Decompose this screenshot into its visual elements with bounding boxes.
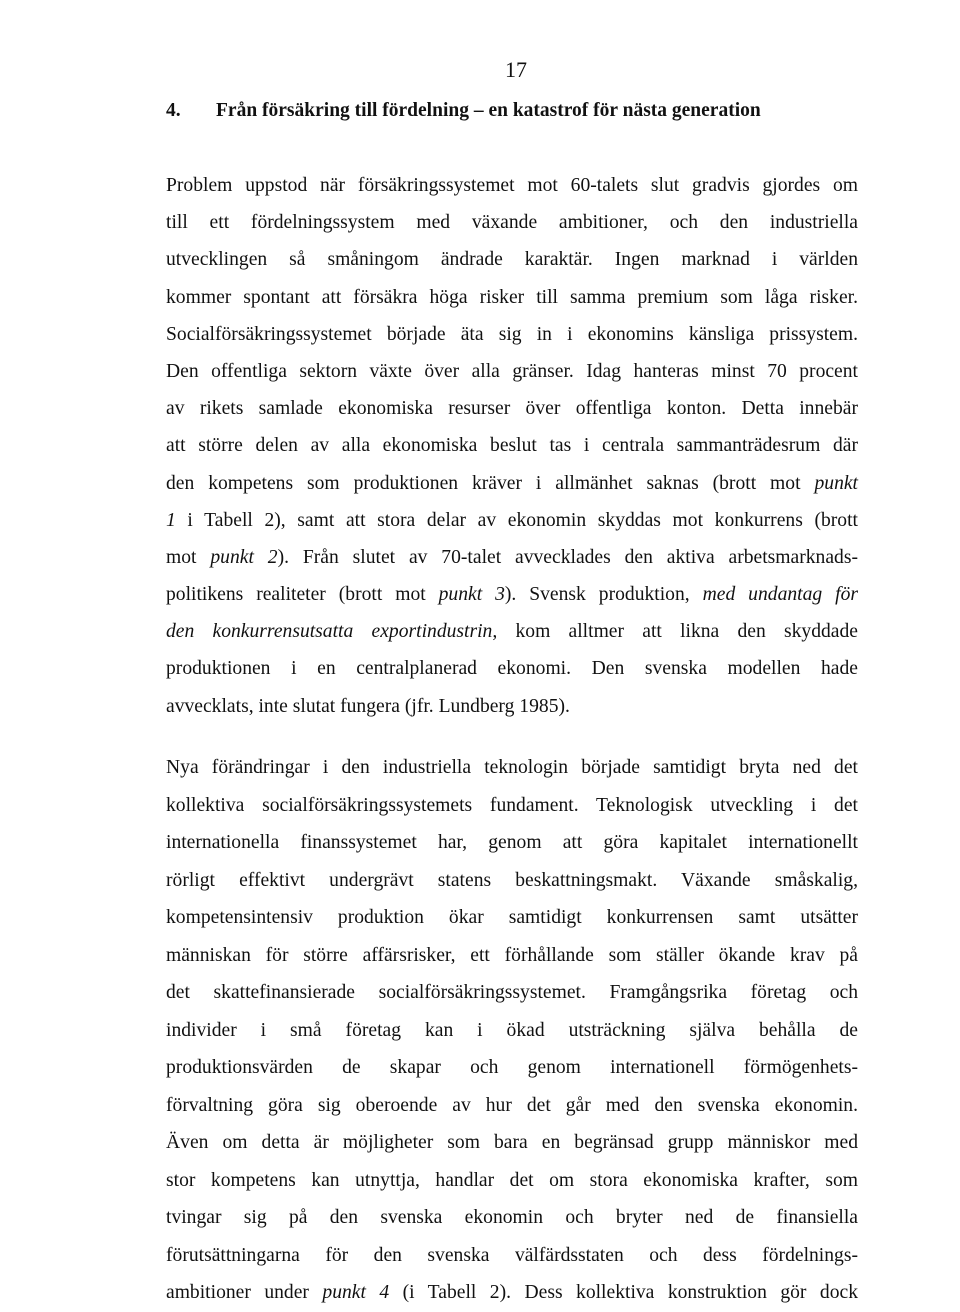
text-line — [166, 862, 858, 900]
text-segment: tvingar sig på den svenska ekonomin och bryter ned de finansiella — [166, 1207, 858, 1228]
text-segment: Även om detta är möjligheter som bara en begränsad grupp människor med — [166, 1132, 858, 1153]
text-line — [166, 204, 858, 241]
italic-text: punkt 3 — [438, 584, 505, 606]
text-line — [166, 899, 858, 937]
paragraph-2 — [166, 749, 858, 1312]
text-line — [166, 576, 858, 613]
text-line — [166, 974, 858, 1012]
text-segment: ). Svensk produktion, — [504, 584, 703, 606]
text-segment: utvecklingen så småningom ändrade karaktär. Ingen marknad i världen — [166, 249, 858, 271]
paragraph-1 — [166, 167, 858, 725]
text-segment: internationella finanssystemet har, genom att göra kapitalet internationellt — [166, 832, 858, 853]
text-line — [166, 1124, 858, 1162]
text-segment: ). Från slutet av 70-talet avvecklades den aktiva arbetsmarknads- — [277, 546, 859, 568]
italic-text: punkt 4 — [322, 1282, 390, 1303]
italic-text: 1 — [166, 509, 176, 531]
italic-text: 2 — [267, 546, 278, 568]
text-segment: Nya förändringar i den industriella teknologin började samtidigt bryta ned det — [166, 757, 858, 778]
text-segment — [254, 547, 268, 568]
text-line — [166, 613, 858, 650]
text-line — [166, 465, 858, 502]
text-line — [166, 353, 858, 390]
text-line — [166, 650, 858, 687]
text-segment: kollektiva socialförsäkringssystemets fundament. Teknologisk utveckling i det — [166, 794, 858, 816]
text-segment: kom alltmer att likna den skyddade — [497, 621, 858, 643]
text-segment: produktionsvärden de skapar och genom internationell förmögenhets- — [166, 1057, 858, 1078]
text-segment: i Tabell 2), samt att stora delar av ekonomin skyddas mot konkurrens (brott — [175, 509, 858, 531]
italic-text: punkt — [210, 546, 254, 568]
text-segment: mot — [166, 546, 211, 568]
text-segment: avvecklats, inte slutat fungera (jfr. Lundberg 1985). — [166, 695, 570, 717]
text-segment: Problem uppstod när försäkringssystemet mot 60-talets slut gradvis gjordes om — [166, 175, 858, 196]
text-line — [166, 688, 858, 725]
text-line — [166, 167, 858, 204]
italic-text: med undantag för — [702, 584, 858, 606]
text-line — [166, 1162, 858, 1200]
text-segment: kompetensintensiv produktion ökar samtidigt konkurrensen samt utsätter — [166, 907, 858, 928]
text-line — [166, 1274, 858, 1312]
text-line — [166, 279, 858, 316]
text-segment: rörligt effektivt undergrävt statens beskattningsmakt. Växande småskalig, — [166, 869, 858, 891]
text-line — [166, 787, 858, 825]
section-number: 4. — [166, 100, 181, 121]
text-segment: till ett fördelningssystem med växande ambitioner, och den industriella — [166, 212, 858, 234]
text-segment: att större delen av alla ekonomiska beslut tas i centrala sammanträdesrum där — [166, 435, 858, 457]
text-segment: ambitioner under — [166, 1282, 323, 1303]
text-segment: förutsättningarna för den svenska välfärdsstaten och dess fördelnings- — [166, 1244, 858, 1266]
text-segment: förvaltning göra sig oberoende av hur det går med den svenska ekonomin. — [166, 1094, 858, 1116]
section-heading — [166, 97, 866, 125]
text-segment: den kompetens som produktionen kräver i allmänhet saknas (brott mot — [166, 472, 815, 494]
page-number: 17 — [505, 57, 527, 82]
text-line — [166, 241, 858, 278]
text-line — [166, 1049, 858, 1087]
text-segment: Den offentliga sektorn växte över alla gränser. Idag hanteras minst 70 procent — [166, 360, 858, 382]
text-segment: individer i små företag kan i ökad utsträckning själva behålla de — [166, 1019, 858, 1041]
text-segment: politikens realiteter (brott mot — [166, 584, 439, 606]
text-segment: kommer spontant att försäkra höga risker till samma premium som låga risker. — [166, 286, 858, 308]
text-line — [166, 1237, 858, 1275]
italic-text: den konkurrensutsatta exportindustrin, — [166, 621, 498, 643]
text-line — [166, 539, 858, 576]
text-line — [166, 427, 858, 464]
text-line — [166, 502, 858, 539]
text-line — [166, 749, 858, 787]
text-segment: Socialförsäkringssystemet började äta sig in i ekonomins känsliga prissystem. — [166, 323, 858, 345]
section-title: Från försäkring till fördelning – en katastrof för nästa generation — [216, 100, 761, 121]
text-segment: produktionen i en centralplanerad ekonomi. Den svenska modellen hade — [166, 658, 858, 680]
italic-text: punkt — [814, 472, 858, 494]
text-line — [166, 1012, 858, 1050]
text-line — [166, 390, 858, 427]
text-segment: av rikets samlade ekonomiska resurser över offentliga konton. Detta innebär — [166, 398, 858, 420]
text-line — [166, 316, 858, 353]
text-line — [166, 824, 858, 862]
text-segment: stor kompetens kan utnyttja, handlar det om stora ekonomiska krafter, som — [166, 1169, 858, 1191]
text-segment: (i Tabell 2). Dess kollektiva konstruktion gör dock — [389, 1282, 858, 1303]
text-segment: det skattefinansierade socialförsäkringssystemet. Framgångsrika företag och — [166, 982, 858, 1003]
text-line — [166, 937, 858, 975]
text-line — [166, 1087, 858, 1125]
text-segment: människan för större affärsrisker, ett förhållande som ställer ökande krav på — [166, 944, 858, 966]
text-line — [166, 1199, 858, 1237]
